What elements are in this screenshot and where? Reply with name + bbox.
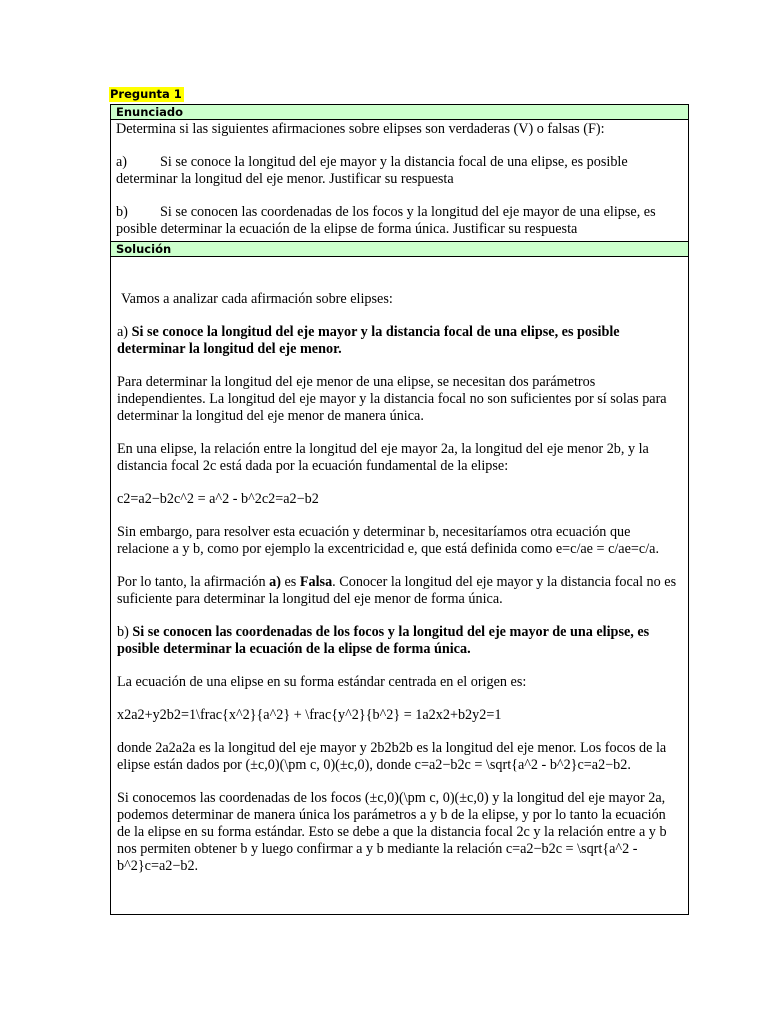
a-statement-text: Si se conoce la longitud del eje mayor y la distancia focal de una elipse, es posible determinar la longitud del eje menor. bbox=[117, 324, 620, 357]
a-conclusion-mid: es bbox=[280, 574, 300, 590]
solucion-a-statement bbox=[117, 324, 682, 358]
enunciado-item-b bbox=[116, 204, 684, 238]
solucion-a-p2: En una elipse, la relación entre la longitud del eje mayor 2a, la longitud del eje menor 2b, y la distancia focal 2c está dada por la ecuación fundamental de la elipse: bbox=[117, 441, 649, 474]
a-conclusion-pre: Por lo tanto, la afirmación bbox=[117, 574, 270, 590]
enunciado-header: Enunciado bbox=[111, 105, 688, 120]
item-a-text: Si se conoce la longitud del eje mayor y la distancia focal de una elipse, es posible determinar la longitud del eje menor. Justificar su respuesta bbox=[116, 154, 628, 187]
solucion-b-statement bbox=[117, 624, 682, 658]
enunciado-intro: Determina si las siguientes afirmaciones sobre elipses son verdaderas (V) o falsas (F): bbox=[116, 121, 605, 137]
a-marker: a) bbox=[117, 324, 129, 340]
question-table bbox=[110, 104, 689, 915]
solucion-b-p2: donde 2a2a2a es la longitud del eje mayor y 2b2b2b es la longitud del eje menor. Los focos de la elipse están dados por (±c,0)(\pm c, 0)(±c,0), donde c=a2−b2c = \sqrt{a^2 - b^2}c=a2−b2. bbox=[117, 740, 667, 773]
solucion-b-equation: x2a2+y2b2=1\frac{x^2}{a^2} + \frac{y^2}{b^2} = 1a2x2+b2y2=1 bbox=[117, 707, 502, 723]
solucion-header: Solución bbox=[111, 241, 688, 257]
b-marker: b) bbox=[117, 624, 129, 640]
item-a-marker: a) bbox=[116, 154, 128, 170]
solucion-intro: Vamos a analizar cada afirmación sobre elipses: bbox=[121, 291, 393, 307]
solucion-b-p3: Si conocemos las coordenadas de los focos (±c,0)(\pm c, 0)(±c,0) y la longitud del eje mayor 2a, podemos determinar de manera única los parámetros a y b de la elipse, y por lo tanto la ecuación de la elipse en su forma estándar. Esto se debe a que la distancia focal 2c y la relación entre a y b nos permiten obtener b y luego confirmar a y b mediante la relación c=a2−b2c = \sqrt{a^2 - b^2}c=a2−b2. bbox=[117, 790, 667, 874]
enunciado-item-a bbox=[116, 154, 684, 188]
item-b-marker: b) bbox=[116, 204, 128, 220]
question-label: Pregunta 1 bbox=[110, 87, 182, 101]
item-b-text: Si se conocen las coordenadas de los focos y la longitud del eje mayor de una elipse, es posible determinar la ecuación de la elipse de forma única. Justificar su respuesta bbox=[116, 204, 656, 237]
solucion-b-p1: La ecuación de una elipse en su forma estándar centrada en el origen es: bbox=[117, 674, 527, 690]
solucion-a-conclusion bbox=[117, 574, 682, 608]
solucion-a-p3: Sin embargo, para resolver esta ecuación y determinar b, necesitaríamos otra ecuación que relacione a y b, como por ejemplo la excentricidad e, que está definida como e=c/ae = c/ae=c/a. bbox=[117, 524, 659, 557]
solucion-a-p1: Para determinar la longitud del eje menor de una elipse, se necesitan dos parámetros independientes. La longitud del eje mayor y la distancia focal no son suficientes por sí solas para determinar la longitud del eje menor de manera única. bbox=[117, 374, 667, 424]
solucion-a-equation: c2=a2−b2c^2 = a^2 - b^2c2=a2−b2 bbox=[117, 491, 319, 507]
solucion-body bbox=[111, 257, 688, 914]
a-conclusion-post: . Conocer la longitud del eje mayor y la distancia focal no es suficiente para determinar la longitud del eje menor de forma única. bbox=[117, 574, 677, 607]
a-conclusion-verdict: Falsa bbox=[299, 574, 333, 590]
b-statement-text: Si se conocen las coordenadas de los focos y la longitud del eje mayor de una elipse, es posible determinar la ecuación de la elipse de forma única. bbox=[117, 624, 650, 657]
enunciado-body bbox=[111, 120, 688, 241]
a-conclusion-item: a) bbox=[269, 574, 281, 590]
